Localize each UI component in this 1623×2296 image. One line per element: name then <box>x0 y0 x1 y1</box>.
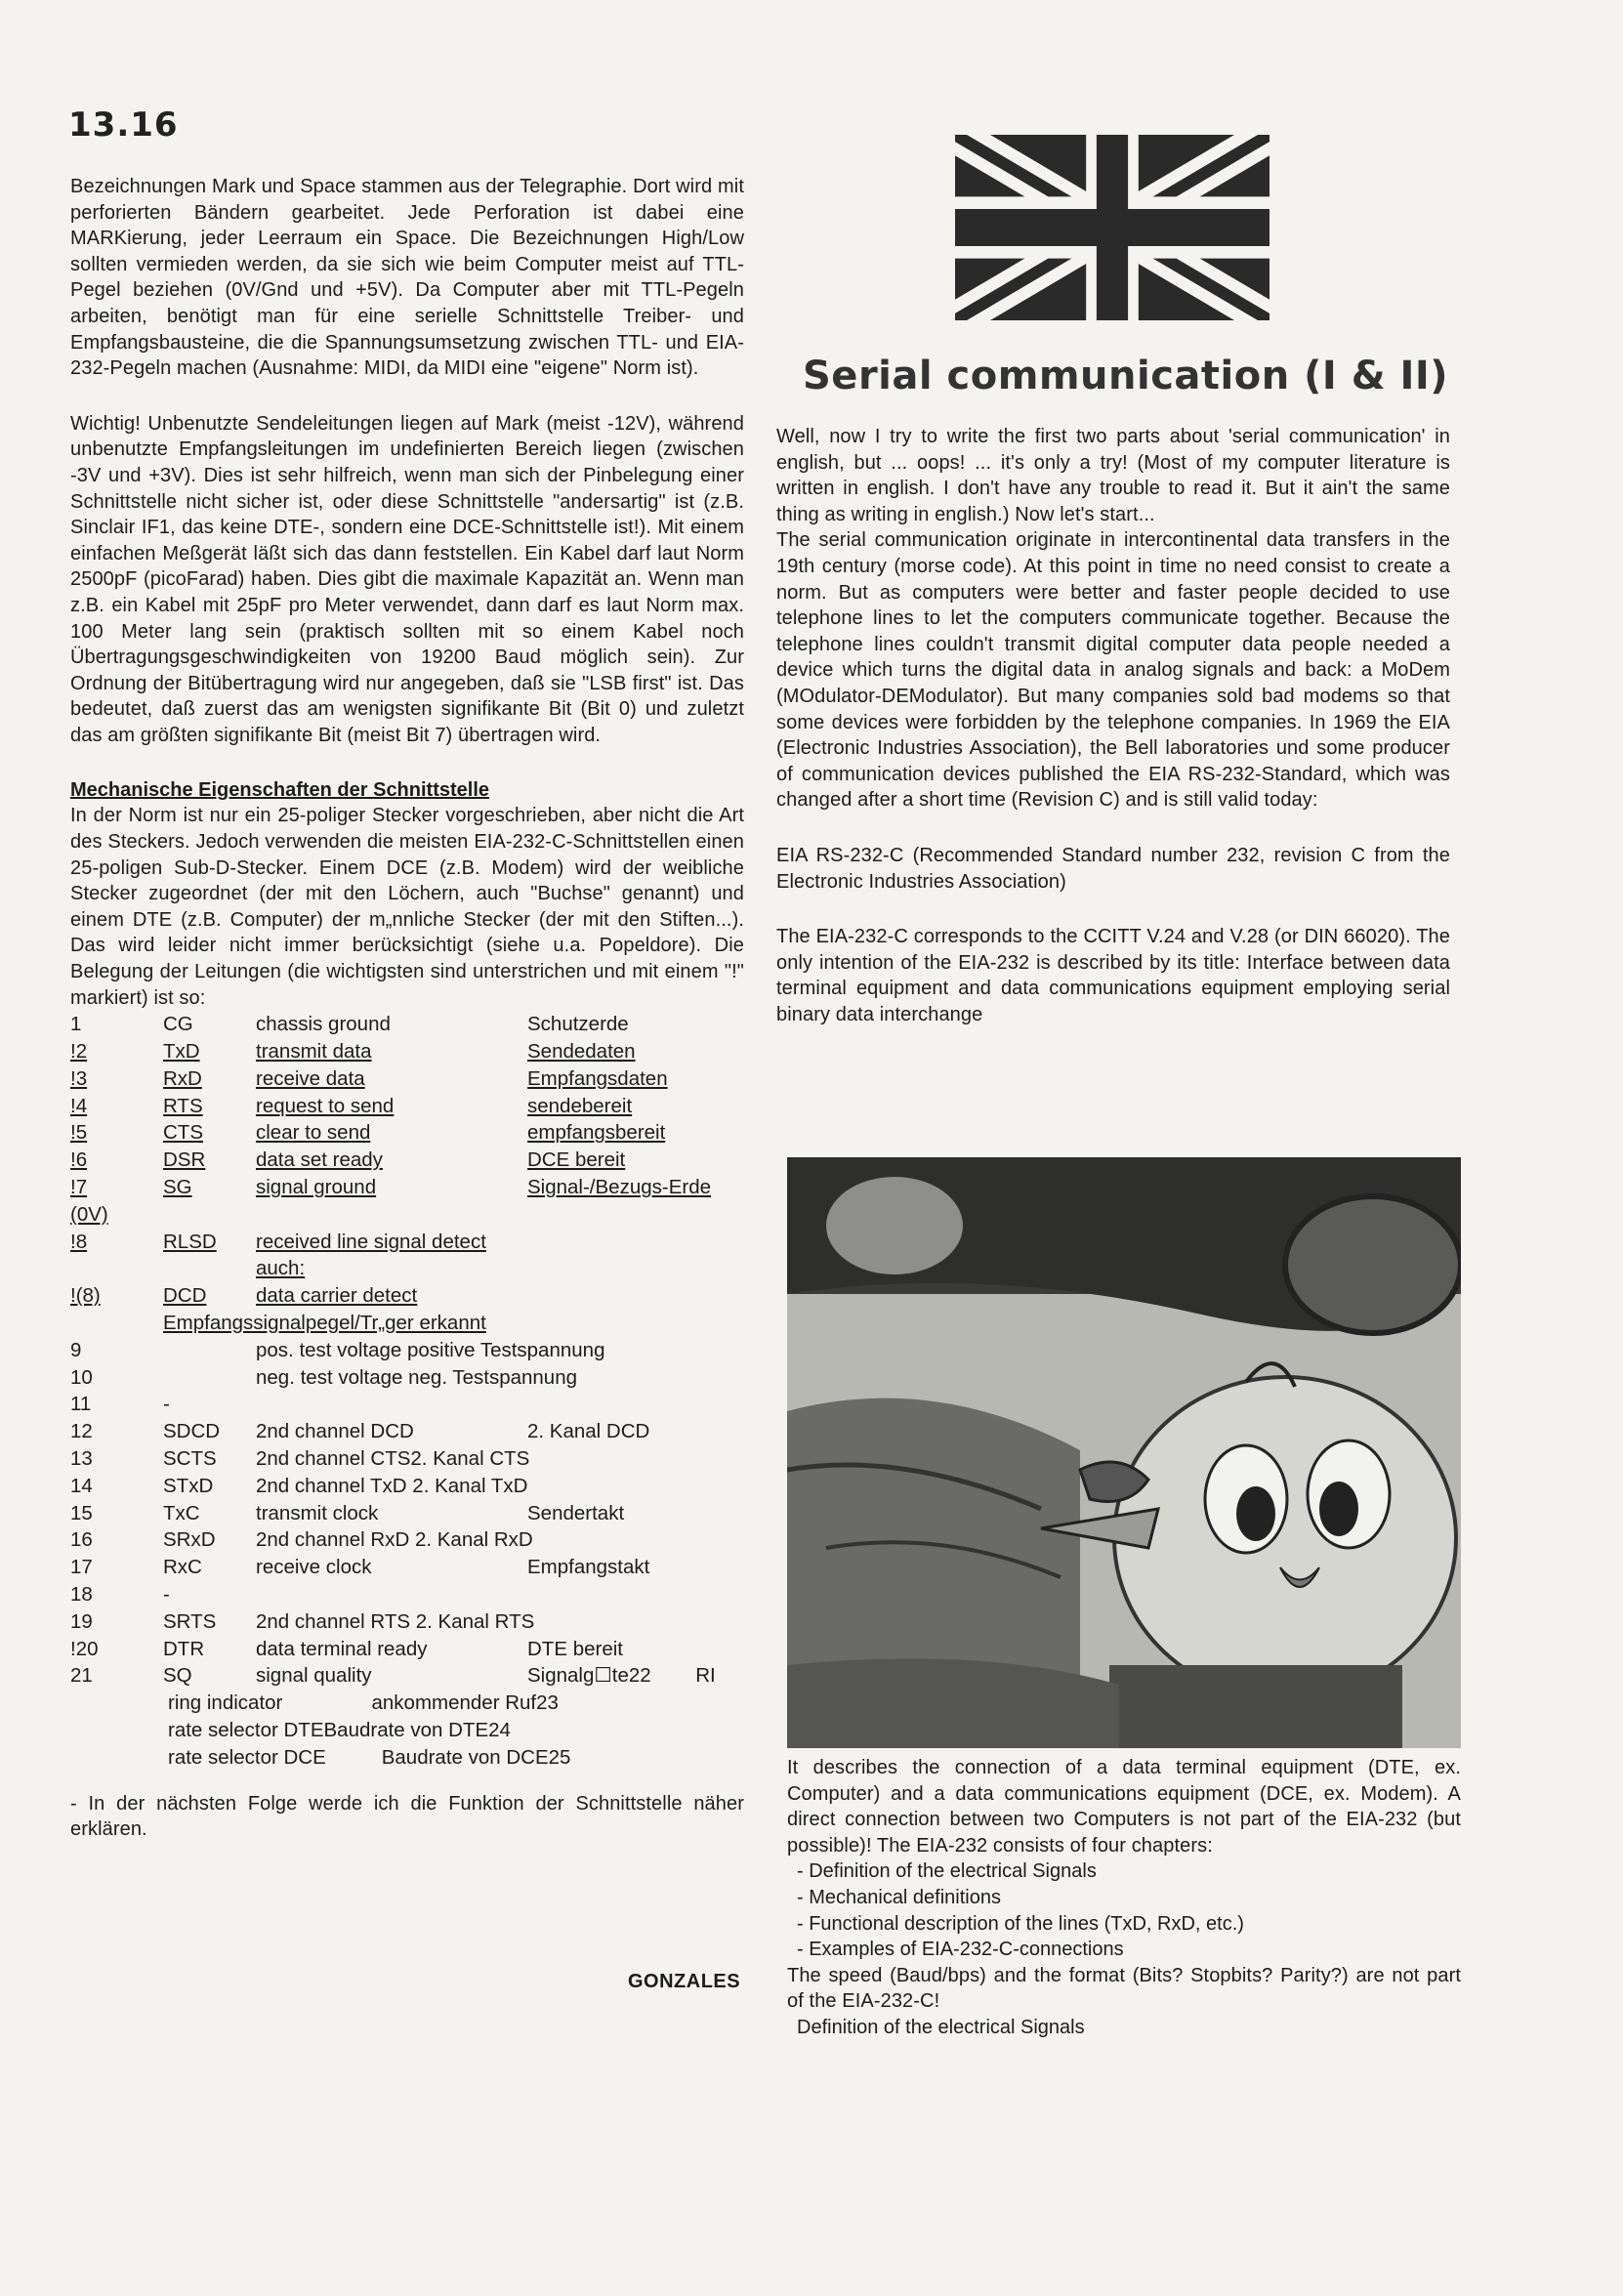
section-heading-mechanical: Mechanische Eigenschaften der Schnittstelle <box>70 779 490 802</box>
table-row: (0V) <box>70 1202 108 1226</box>
table-row: !8 RLSD received line signal detect <box>70 1230 486 1253</box>
table-row: 11 - <box>70 1393 170 1416</box>
table-row: 13 SCTS 2nd channel CTS2. Kanal CTS <box>70 1446 530 1470</box>
table-row: 18 - <box>70 1582 170 1606</box>
table-row: !4 RTS request to send sendebereit <box>70 1094 633 1117</box>
table-row: 10 neg. test voltage neg. Testspannung <box>70 1365 578 1389</box>
pin-assignment-table <box>70 1011 744 1771</box>
table-row: !2 TxD transmit data Sendedaten <box>70 1040 636 1064</box>
right-column <box>776 424 1450 1027</box>
table-row: auch: <box>256 1257 306 1280</box>
table-row: !3 RxD receive data Empfangsdaten <box>70 1066 668 1090</box>
table-row: rate selector DCE Baudrate von DCE25 <box>168 1745 571 1769</box>
right-column-bottom <box>787 1755 1461 2041</box>
paragraph-history: The serial communication originate in intercontinental data transfers in the 19th century (morse code). At this point in time no need consist to create a norm. But as computers were better and faster people decided to use telephone lines to let the computers communicate together. Because the telephone lines couldn't transmit digital computer data people needed a device which turns the digital data in analog signals and back: a MoDem (MOdulator-DEModulator). But many companies sold bad modems so that some devices were forbidden by the telephone companies. In 1969 the EIA (Electronic Industries Association), the Bell laboratories und some producer of communication devices published the EIA RS-232-Standard, which was changed after a short time (Revision C) and is still valid today: <box>776 529 1450 812</box>
paragraph-speed-format: The speed (Baud/bps) and the format (Bits? Stopbits? Parity?) are not part of the EIA-232-C! <box>787 1964 1461 2013</box>
table-row: 1 CG chassis ground Schutzerde <box>70 1013 629 1036</box>
table-row: !(8) DCD data carrier detect <box>70 1284 418 1308</box>
cartoon-bird-photo <box>787 1157 1461 1748</box>
paragraph-intro: Well, now I try to write the first two parts about 'serial communication' in english, but ... oops! ... it's only a try! (Most of my computer literature is written in english. I don't have any trouble to read it. But it ain't the same thing as writing in english.) Now let's start... <box>776 426 1450 525</box>
table-row: 19 SRTS 2nd channel RTS 2. Kanal RTS <box>70 1609 535 1633</box>
left-column <box>70 174 744 1842</box>
list-item: - Mechanical definitions <box>797 1886 1001 1908</box>
paragraph-mechanical: In der Norm ist nur ein 25-poliger Stecker vorgeschrieben, aber nicht die Art des Steckers. Jedoch verwenden die meisten EIA-232-C-Schnittstellen einen 25-poligen Sub-D-Stecker. Einem DCE (z.B. Modem) wird der weibliche Stecker zugeordnet (der mit den Löchern, auch "Buchse" genannt) und einem DTE (z.B. Computer) der m„nnliche Stecker (der mit den Stiften...). Das wird leider nicht immer berücksichtigt (siehe u.a. Popeldore). Die Belegung der Leitungen (die wichtigsten sind unterstrichen und mit einem "!" markiert) ist so: <box>70 805 744 1009</box>
table-row: !5 CTS clear to send empfangsbereit <box>70 1121 666 1145</box>
paragraph-mark-space: Bezeichnungen Mark und Space stammen aus der Telegraphie. Dort wird mit perforierten Bändern gearbeitet. Jede Perforation ist dabei eine MARKierung, jeder Leerraum ein Space. Die Bezeichnungen High/Low sollten vermieden werden, da sie sich wie beim Computer meist auf TTL-Pegel beziehen (0V/Gnd und +5V). Da Computer aber mit TTL-Pegeln arbeiten, benötigt man für eine serielle Schnittstelle Treiber- und Empfangsbausteine, die die Spannungsumsetzung zwischen TTL- und EIA-232-Pegeln machen (Ausnahme: MIDI, da MIDI eine "eigene" Norm ist). <box>70 176 744 380</box>
table-row: ring indicator ankommender Ruf23 <box>168 1691 559 1715</box>
table-row: 17 RxC receive clock Empfangstakt <box>70 1556 650 1579</box>
subheading-electrical-signals: Definition of the electrical Signals <box>797 2016 1085 2038</box>
next-issue-note: - In der nächsten Folge werde ich die Funktion der Schnittstelle näher erklären. <box>70 1792 744 1840</box>
table-row: !20 DTR data terminal ready DTE bereit <box>70 1637 623 1660</box>
paragraph-connection: It describes the connection of a data terminal equipment (DTE, ex. Computer) and a data communications equipment (DCE, ex. Modem). A direct connection between two Computers is not part of the EIA-232 (but possible)! The EIA-232 consists of four chapters: <box>787 1757 1461 1857</box>
list-item: - Functional description of the lines (TxD, RxD, etc.) <box>797 1912 1244 1935</box>
table-row: Empfangssignalpegel/Tr„ger erkannt <box>163 1311 486 1334</box>
paragraph-ccitt: The EIA-232-C corresponds to the CCITT V.24 and V.28 (or DIN 66020). The only intention of the EIA-232 is described by its title: Interface between data terminal equipment and data communications equipment employing serial binary data interchange <box>776 926 1450 1025</box>
table-row: !6 DSR data set ready DCE bereit <box>70 1148 626 1172</box>
table-row: 16 SRxD 2nd channel RxD 2. Kanal RxD <box>70 1528 533 1552</box>
author-signature: GONZALES <box>628 1971 741 1992</box>
table-row: !7 SG signal ground Signal-/Bezugs-Erde <box>70 1176 712 1198</box>
list-item: - Definition of the electrical Signals <box>797 1860 1097 1883</box>
table-row: 21 SQ signal quality Signalg☐te22 RI <box>70 1664 716 1688</box>
table-row: 9 pos. test voltage positive Testspannung <box>70 1338 605 1361</box>
paragraph-rs232c: EIA RS-232-C (Recommended Standard number 232, revision C from the Electronic Industries Association) <box>776 844 1450 893</box>
union-jack-flag-image <box>955 135 1269 320</box>
list-item: - Examples of EIA-232-C-connections <box>797 1939 1124 1961</box>
table-row: 14 STxD 2nd channel TxD 2. Kanal TxD <box>70 1474 528 1497</box>
paragraph-wichtig: Wichtig! Unbenutzte Sendeleitungen liegen auf Mark (meist -12V), während unbenutzte Empfangsleitungen im undefinierten Bereich liegen (zwischen -3V und +3V). Dies ist sehr hilfreich, wenn man sich der Pinbelegung einer Schnittstelle nicht sicher ist, oder diese Schnittstelle "andersartig" ist (z.B. Sinclair IF1, das keine DTE-, sondern eine DCE-Schnittstelle ist!). Mit einem einfachen Meßgerät läßt sich das dann feststellen. Ein Kabel darf laut Norm 2500pF (picoFarad) haben. Dies gibt die maximale Kapazität an. Wenn man z.B. ein Kabel mit 25pF pro Meter verwendet, dann darf es laut Norm max. 100 Meter lang sein (praktisch sollten mit so einem Kabel noch Übertragungsgeschwindigkeiten von 19200 Baud möglich sein). Zur Ordnung der Bitübertragung wird nur angegeben, daß sie "LSB first" ist. Das bedeutet, daß zuerst das am wenigsten signifikante Bit (Bit 0) und zuletzt das am größten signifikante Bit (meist Bit 7) übertragen wird. <box>70 412 744 746</box>
table-row: rate selector DTEBaudrate von DTE24 <box>168 1718 511 1741</box>
page-number: 13.16 <box>68 105 179 145</box>
article-title: Serial communication (I & II) <box>803 354 1449 398</box>
table-row: 15 TxC transmit clock Sendertakt <box>70 1501 625 1524</box>
table-row: 12 SDCD 2nd channel DCD 2. Kanal DCD <box>70 1420 650 1443</box>
